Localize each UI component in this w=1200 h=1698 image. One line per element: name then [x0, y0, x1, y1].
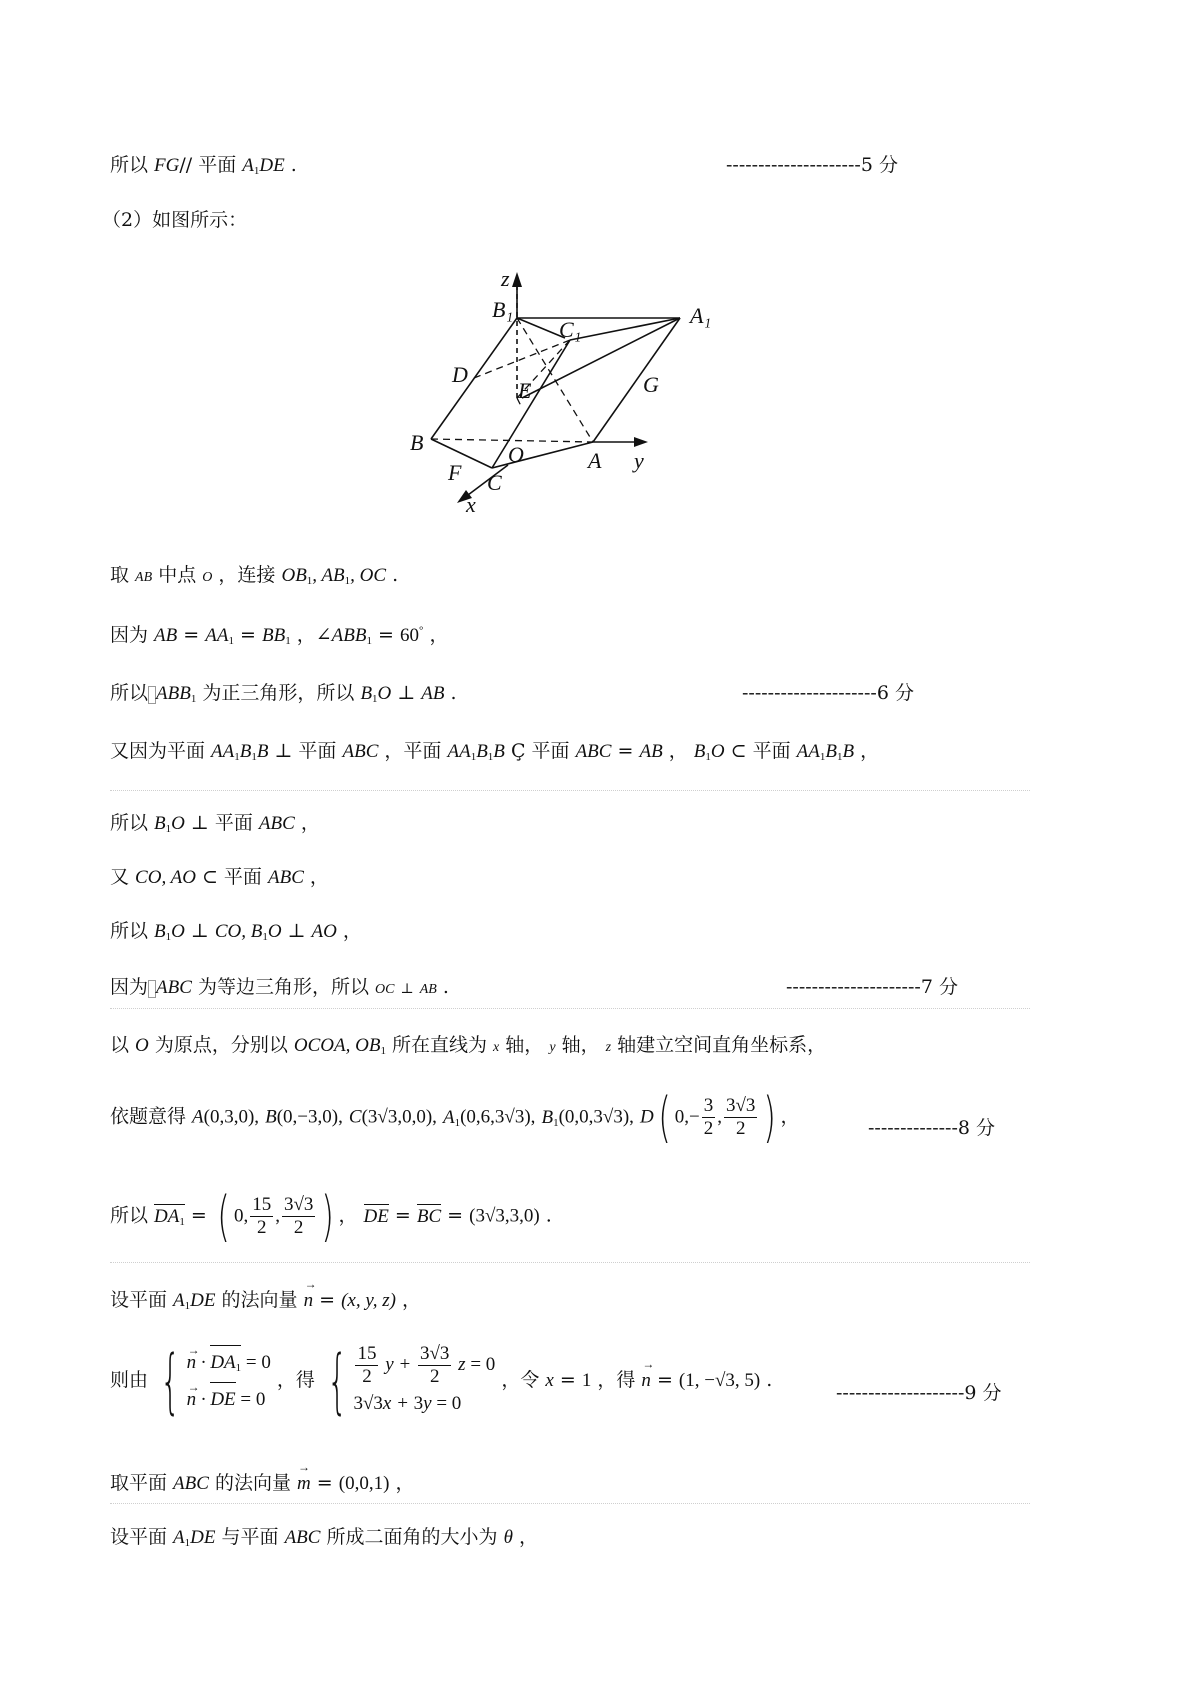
score-9: --------------------9 分: [836, 1382, 1002, 1404]
fig-label-o: O: [508, 442, 524, 467]
fig-label-b: B: [410, 430, 424, 455]
line-because-equal: 因为 AB = $AA_1 = BB_1$ ，$\angle ABB_1 = 60^\circ$ ，: [110, 624, 449, 647]
line-take-midpoint: 取 AB 中点 O ，连接 $OB_1$, $AB_1$, OC .: [110, 564, 399, 587]
fig-label-g: G: [643, 372, 659, 397]
fig-label-f: F: [448, 460, 462, 485]
fig-label-z: z: [501, 266, 510, 291]
score-5: ---------------------5 分: [726, 154, 898, 176]
line-b1o-perp-abc: 所以 $B_1O$ ⊥ 平面 ABC ，: [110, 812, 320, 835]
fig-label-c: C: [487, 470, 502, 495]
line-co-ao-in-abc: 又 CO, AO ⊂ 平面 ABC ，: [110, 866, 329, 888]
fig-label-e: E: [518, 378, 532, 403]
fig-label-a1: A₁: [690, 303, 712, 328]
fig-label-x: x: [466, 492, 476, 517]
line-solve-normal: 则由 { → $n \cdot DA_1 = 0$ → n · DE = 0 ，得 { $\frac{15}{2}$ y + $\frac{3√3}{2}$ z = 0 3√3x + 3y = 0 ，令 x = 1 ，得 → n = (1, −√3, 5) .: [110, 1340, 772, 1422]
part-2-heading: （2）如图所示：: [102, 209, 248, 231]
separator: [110, 1503, 1030, 1504]
separator: [110, 790, 1030, 791]
line-dihedral-angle: 设平面 $A_1DE$ 与平面 ABC 所成二面角的大小为 θ ，: [110, 1526, 538, 1549]
prism-figure: [400, 262, 730, 518]
fig-label-d: D: [452, 362, 468, 387]
fig-label-y: y: [634, 448, 644, 473]
line-coordinate-system: 以 O 为原点，分别以 OCOA, $OB_1$ 所在直线为 x 轴， y 轴， z 轴建立空间直角坐标系，: [110, 1034, 827, 1057]
separator: [110, 1008, 1030, 1009]
score-7: ---------------------7 分: [786, 976, 958, 998]
fig-label-a: A: [588, 448, 602, 473]
line-abc-equilateral: 因为 ABC 为等边三角形，所以 OC ⊥ AB .: [110, 976, 449, 998]
score-8: --------------8 分: [868, 1117, 996, 1139]
line-vectors-da1-de: 所以 $DA_1$ = ( 0, $\frac{15}{2}$ , $\frac{3√3}{2}$ ) ， DE = BC = (3√3,3,0) .: [110, 1185, 552, 1248]
separator: [110, 1262, 1030, 1263]
line-conclusion-fg-parallel: 所以 FG// 平面 $A_1DE$ .: [110, 154, 297, 177]
line-normal-abc: 取平面 ABC 的法向量 → m = (0,0,1) ，: [110, 1468, 414, 1495]
fig-label-c1: C₁: [559, 317, 582, 342]
line-plane-perp: 又因为平面 $AA_1B_1B$ ⊥ 平面 ABC ，平面 $AA_1B_1B$ Ç 平面 ABC = AB ， $B_1O$ ⊂ 平面 $AA_1B_1B$ ，: [110, 740, 880, 763]
line-equilateral: 所以 $ABB_1$ 为正三角形，所以 $B_1O$ ⊥ AB .: [110, 682, 457, 705]
line-coordinates: 依题意得 A(0,3,0), B(0,−3,0), C(3√3,0,0), $A_1(0,6,3√3)$, $B_1(0,0,3√3)$, D( 0,− $\frac{3}{2}$ , $\frac{3√3}{2}$ ) ，: [110, 1086, 800, 1149]
line-normal-vector-def: 设平面 $A_1DE$ 的法向量 → n = (x, y, z) ，: [110, 1285, 421, 1312]
score-6: ---------------------6 分: [742, 682, 914, 704]
fig-label-b1: B₁: [492, 297, 514, 322]
line-b1o-perp-co-ao: 所以 $B_1O$ ⊥ CO, $B_1O$ ⊥ AO ，: [110, 920, 362, 943]
